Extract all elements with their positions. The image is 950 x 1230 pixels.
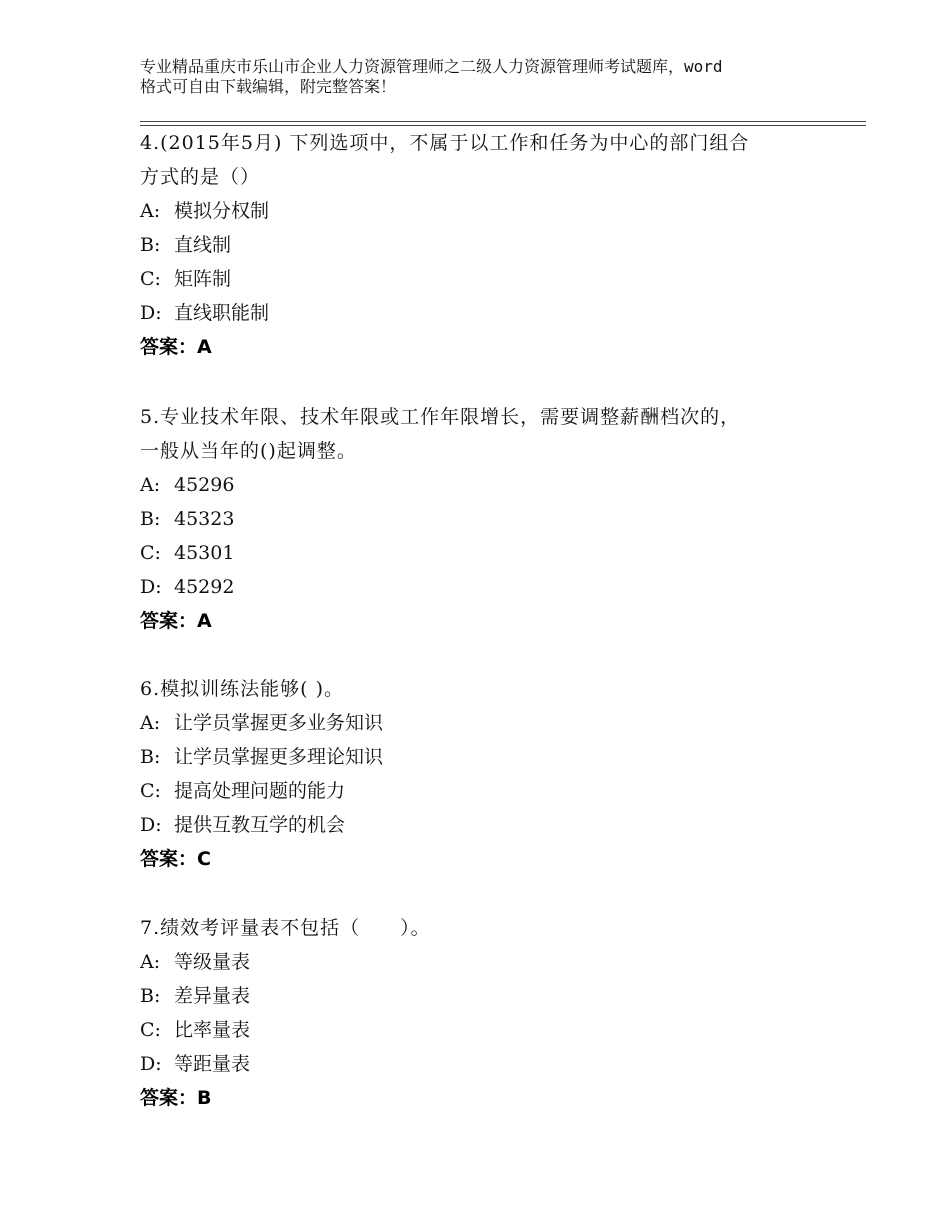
option-text: 等距量表: [174, 1053, 251, 1075]
option-key: C:: [140, 542, 161, 564]
answer: 答案：A: [140, 610, 212, 632]
option-text: 矩阵制: [174, 268, 232, 290]
question-text: 方式的是（）: [140, 166, 261, 188]
answer: 答案：B: [140, 1087, 212, 1109]
option-key: B:: [140, 508, 161, 530]
option-a: [140, 194, 860, 228]
option-d: [140, 570, 860, 604]
option-key: A:: [140, 474, 161, 496]
option-key: C:: [140, 268, 161, 290]
question-text: 一般从当年的()起调整。: [140, 440, 357, 462]
question-text: 7.绩效考评量表不包括（ ）。: [140, 917, 431, 939]
option-c: [140, 1013, 860, 1047]
option-d: [140, 296, 860, 330]
option-text: 让学员掌握更多业务知识: [174, 712, 384, 734]
option-a: [140, 468, 860, 502]
document-header: [140, 57, 840, 97]
option-d: [140, 1047, 860, 1081]
option-b: [140, 228, 860, 262]
question-text: 5.专业技术年限、技术年限或工作年限增长，需要调整薪酬档次的，: [140, 406, 741, 428]
option-key: C:: [140, 780, 161, 802]
option-text: 等级量表: [174, 951, 251, 973]
option-a: [140, 945, 860, 979]
option-key: B:: [140, 234, 161, 256]
question-block: [140, 126, 860, 364]
option-text: 直线职能制: [174, 302, 270, 324]
option-text: 直线制: [174, 234, 232, 256]
option-key: A:: [140, 712, 161, 734]
option-d: [140, 808, 860, 842]
option-c: [140, 774, 860, 808]
option-key: D:: [140, 302, 162, 324]
question-block: [140, 400, 860, 638]
option-text: 让学员掌握更多理论知识: [174, 746, 384, 768]
option-text: 比率量表: [174, 1019, 251, 1041]
question-block: [140, 911, 860, 1115]
option-text: 45296: [174, 474, 235, 496]
option-text: 差异量表: [174, 985, 251, 1007]
answer: 答案：C: [140, 848, 211, 870]
option-key: C:: [140, 1019, 161, 1041]
option-c: [140, 536, 860, 570]
option-a: [140, 706, 860, 740]
option-key: A:: [140, 200, 161, 222]
option-text: 提高处理问题的能力: [174, 780, 346, 802]
header-rule-top: [140, 121, 866, 122]
option-text: 45323: [174, 508, 235, 530]
option-key: B:: [140, 746, 161, 768]
answer: 答案：A: [140, 336, 212, 358]
option-b: [140, 740, 860, 774]
option-key: B:: [140, 985, 161, 1007]
option-key: A:: [140, 951, 161, 973]
question-block: [140, 672, 860, 876]
option-key: D:: [140, 1053, 162, 1075]
header-line-2: 格式可自由下载编辑，附完整答案！: [140, 77, 397, 96]
option-text: 45301: [174, 542, 235, 564]
question-text: 6.模拟训练法能够( )。: [140, 678, 344, 700]
option-c: [140, 262, 860, 296]
header-line-1: 专业精品重庆市乐山市企业人力资源管理师之二级人力资源管理师考试题库，word: [140, 57, 723, 76]
question-text: 4.(2015年5月) 下列选项中，不属于以工作和任务为中心的部门组合: [140, 132, 750, 154]
option-b: [140, 979, 860, 1013]
option-text: 提供互教互学的机会: [174, 814, 346, 836]
option-text: 模拟分权制: [174, 200, 270, 222]
option-b: [140, 502, 860, 536]
option-key: D:: [140, 576, 162, 598]
option-text: 45292: [174, 576, 235, 598]
option-key: D:: [140, 814, 162, 836]
